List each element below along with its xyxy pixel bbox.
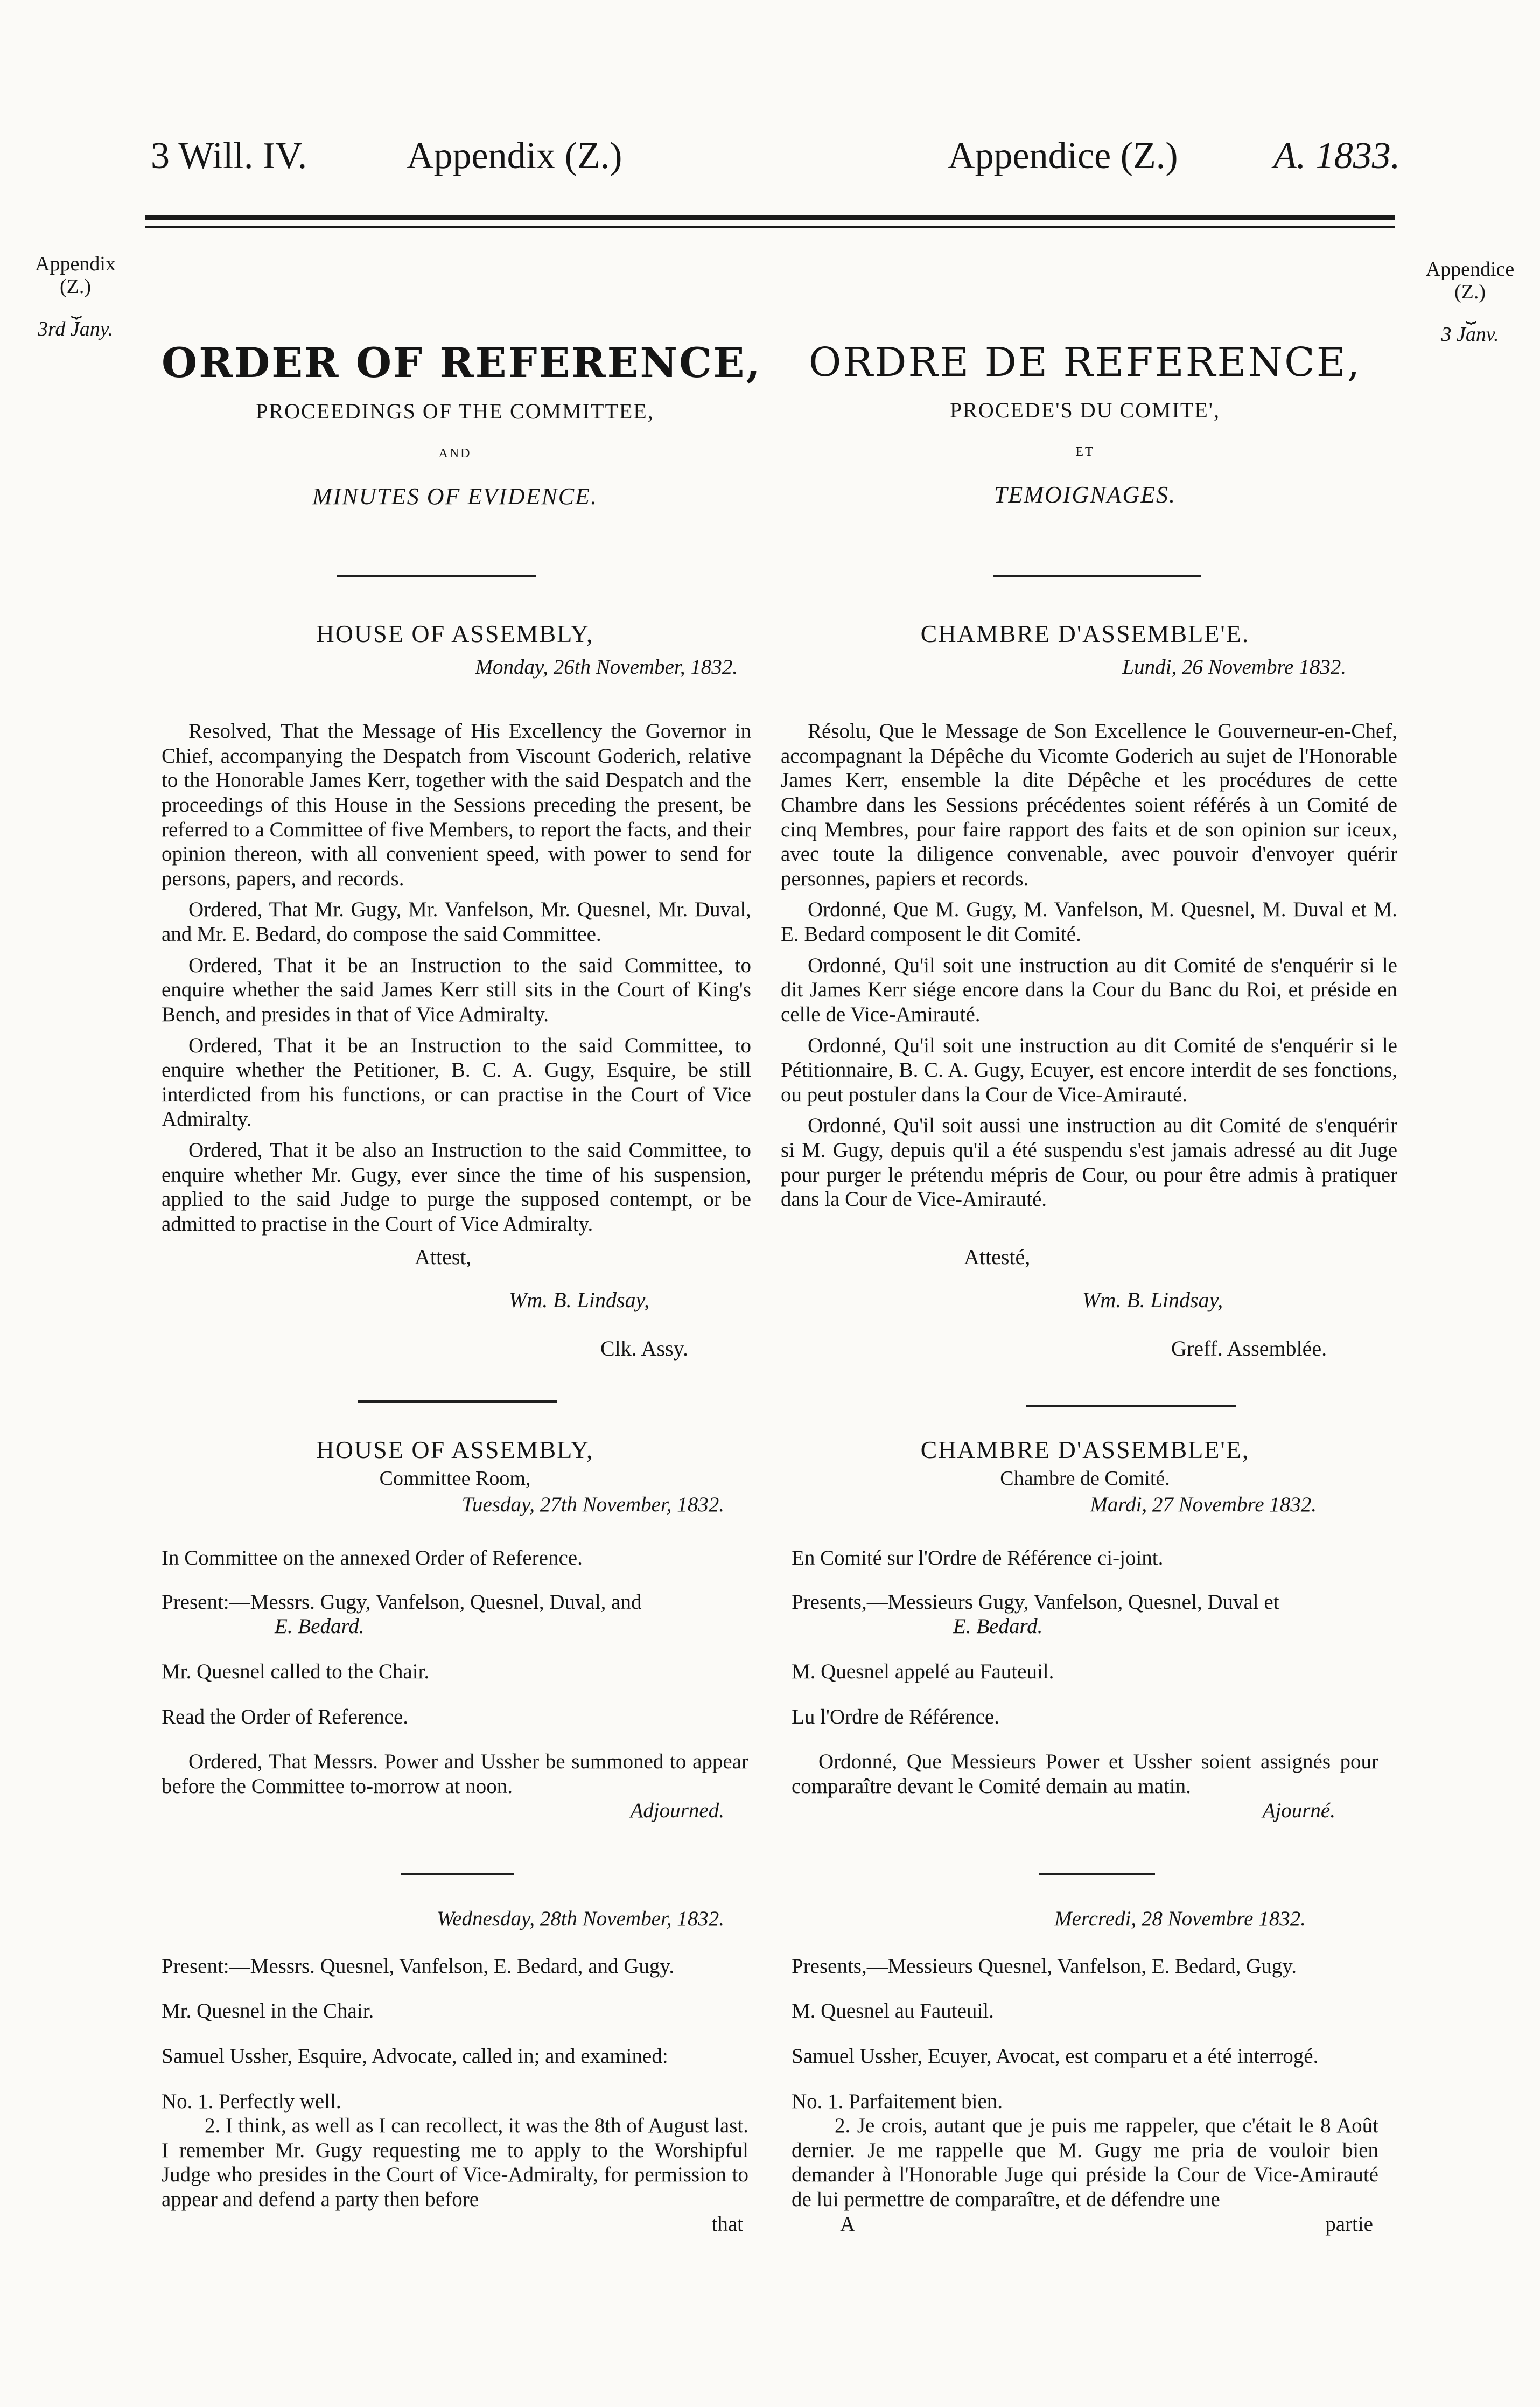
right-signer-title: Greff. Assemblée. — [1171, 1336, 1327, 1361]
right-evidence — [792, 1907, 1378, 2238]
header-left-title: Appendix (Z.) — [407, 135, 622, 177]
right-read-line: Lu l'Ordre de Référence. — [792, 1705, 999, 1728]
right-answer-1: No. 1. Parfaitement bien. — [792, 2089, 1003, 2113]
left-resolved-paragraph: Resolved, That the Message of His Excellency the Governor in Chief, accompanying the Despatch from Viscount Goderich, relative to the Honorable James Kerr, together with the said Despatch and the proceedings of this House in the Sessions preceding the present, be referred to a Committee of five Members, to report the facts, and their opinion thereon, with all convenient speed, with power to send for persons, papers, and records. — [162, 720, 751, 890]
header-rule-thin — [145, 226, 1395, 228]
margin-note-right — [1411, 259, 1529, 346]
left-committee-line: In Committee on the annexed Order of Reference. — [162, 1546, 583, 1569]
left-chair-line-2: Mr. Quesnel in the Chair. — [162, 1999, 374, 2023]
left-title: ORDER OF REFERENCE, — [162, 339, 762, 387]
left-ordered-paragraph: Ordered, That it be also an Instruction to the said Committee, to enquire whether Mr. Gugy, ever since the time of his suspension, applied to the said Judge to purge the supposed contempt, or be admitted to practise in the Court of Vice Admiralty. — [162, 1139, 751, 1236]
left-date-2: Tuesday, 27th November, 1832. — [461, 1493, 724, 1517]
right-subtitle: PROCEDE'S DU COMITE', — [950, 397, 1220, 422]
margin-left-date: 3rd Jany. — [37, 317, 113, 340]
left-orders — [162, 719, 751, 1243]
left-evidence — [162, 1907, 748, 2236]
left-present-line: Present:—Messrs. Gugy, Vanfelson, Quesnel, Duval, and — [162, 1590, 642, 1614]
left-subtitle2: MINUTES OF EVIDENCE. — [312, 483, 598, 510]
left-house-1: HOUSE OF ASSEMBLY, — [316, 620, 594, 647]
left-catchword: that — [711, 2212, 743, 2236]
right-chair-line: M. Quesnel appelé au Fauteuil. — [792, 1659, 1054, 1683]
left-summons-paragraph: Ordered, That Messrs. Power and Ussher be summoned to appear before the Committee to-morrow at noon. — [162, 1750, 748, 1798]
left-witness-line: Samuel Ussher, Esquire, Advocate, called in; and examined: — [162, 2044, 668, 2068]
left-answer-2: 2. I think, as well as I can recollect, it was the 8th of August last. I remember Mr. Gugy requesting me to apply to the Worshipful Judge who presides in the Court of Vice-Admiralty, for permission to appear and defend a party then before — [162, 2114, 748, 2211]
right-chair-line-2: M. Quesnel au Fauteuil. — [792, 1999, 994, 2023]
right-resolu-paragraph: Résolu, Que le Message de Son Excellence le Gouverneur-en-Chef, accompagnant la Dépêche du Vicomte Goderich au sujet de l'Honorable James Kerr, ensemble la dite Dépêche et les procédures de cette Chambre dans les Sessions précédentes soient référés à un Comité de cinq Membres, pour faire rapport des faits et de son opinion sur iceux, avec toute la diligence convenable, avec pouvoir d'envoyer quérir personnes, papiers et records. — [781, 720, 1397, 890]
left-title-block — [162, 339, 762, 510]
right-title-block — [792, 339, 1378, 509]
right-present-line: Presents,—Messieurs Gugy, Vanfelson, Quesnel, Duval et — [792, 1590, 1279, 1614]
right-date-1: Lundi, 26 Novembre 1832. — [1122, 655, 1346, 679]
right-signer: Wm. B. Lindsay, — [1082, 1288, 1223, 1312]
right-catchword: partie — [1325, 2212, 1373, 2236]
header-right-title: Appendice (Z.) — [948, 135, 1178, 177]
left-answer-1: No. 1. Perfectly well. — [162, 2089, 341, 2113]
left-read-line: Read the Order of Reference. — [162, 1705, 409, 1728]
left-chair-line: Mr. Quesnel called to the Chair. — [162, 1659, 430, 1683]
right-ordonne-paragraph: Ordonné, Qu'il soit aussi une instruction au dit Comité de s'enquérir si M. Gugy, depuis qu'il a été suspendu s'est jamais adressé au dit Juge pour purger le prétendu mépris de Cour, ou pour être admis à pratiquer dans la Cour de Vice-Amirauté. — [781, 1114, 1397, 1211]
left-signer: Wm. B. Lindsay, — [509, 1288, 650, 1312]
right-house-2: CHAMBRE D'ASSEMBLE'E, — [920, 1436, 1250, 1463]
right-committee-room: Chambre de Comité. — [1000, 1467, 1170, 1490]
margin-left-line1: Appendix — [35, 253, 116, 275]
margin-right-date: 3 Janv. — [1441, 323, 1499, 346]
right-ordonne-paragraph: Ordonné, Que M. Gugy, M. Vanfelson, M. Quesnel, M. Duval et M. E. Bedard composent le dit Comité. — [781, 898, 1397, 946]
right-present-line-3: Presents,—Messieurs Quesnel, Vanfelson, E. Bedard, Gugy. — [792, 1954, 1297, 1978]
right-summons-paragraph: Ordonné, Que Messieurs Power et Ussher soient assignés pour comparaître devant le Comité demain au matin. — [792, 1750, 1378, 1798]
right-resolution-block — [792, 619, 1378, 679]
left-adjourned: Adjourned. — [630, 1799, 724, 1823]
right-divider-3 — [1039, 1873, 1155, 1875]
left-divider-3 — [401, 1873, 514, 1875]
left-date-1: Monday, 26th November, 1832. — [475, 655, 738, 679]
margin-right-line2: (Z.) — [1454, 280, 1486, 303]
left-subtitle: PROCEEDINGS OF THE COMMITTEE, — [256, 399, 654, 423]
right-house-1: CHAMBRE D'ASSEMBLE'E. — [920, 620, 1250, 647]
right-attest: Attesté, — [964, 1245, 1031, 1269]
margin-left-line2: (Z.) — [59, 275, 92, 298]
left-date-3: Wednesday, 28th November, 1832. — [437, 1907, 724, 1930]
left-and: AND — [438, 446, 472, 461]
right-answer-2: 2. Je crois, autant que je puis me rappeler, que c'était le 8 Août dernier. Je me rappelle que M. Gugy me pria de vouloir bien demander à l'Honorable Juge qui préside la Cour de Vice-Amirauté de lui permettre de comparaître, et de défendre une — [792, 2114, 1378, 2211]
signature-mark: A — [840, 2212, 856, 2236]
right-date-2: Mardi, 27 Novembre 1832. — [1090, 1493, 1317, 1517]
right-committee-header — [792, 1435, 1378, 1517]
brace-icon: ⏟ — [1465, 303, 1475, 324]
left-present-line-2: E. Bedard. — [275, 1615, 365, 1638]
right-date-3: Mercredi, 28 Novembre 1832. — [1054, 1907, 1306, 1930]
left-committee-minutes — [162, 1546, 748, 1823]
right-witness-line: Samuel Ussher, Ecuyer, Avocat, est comparu et a été interrogé. — [792, 2044, 1319, 2068]
margin-note-left — [16, 253, 135, 341]
brace-icon: ⏟ — [71, 298, 80, 318]
left-present-line-3: Present:—Messrs. Quesnel, Vanfelson, E. Bedard, and Gugy. — [162, 1954, 675, 1978]
right-subtitle2: TEMOIGNAGES. — [993, 482, 1177, 508]
left-ordered-paragraph: Ordered, That it be an Instruction to the said Committee, to enquire whether the Petitioner, B. C. A. Gugy, Esquire, be still interdicted from his functions, or can practise in the Court of Vice Admiralty. — [162, 1034, 751, 1131]
left-attest: Attest, — [415, 1245, 472, 1269]
regnal-year: 3 Will. IV. — [151, 135, 307, 177]
header-rule-thick — [145, 215, 1395, 220]
left-resolution-block — [162, 619, 748, 679]
left-ordered-paragraph: Ordered, That Mr. Gugy, Mr. Vanfelson, Mr. Quesnel, Mr. Duval, and Mr. E. Bedard, do compose the said Committee. — [162, 898, 751, 946]
header-year: A. 1833. — [1273, 135, 1401, 177]
right-adjourned: Ajourné. — [1262, 1799, 1335, 1823]
right-ordonne-paragraph: Ordonné, Qu'il soit une instruction au dit Comité de s'enquérir si le dit James Kerr siége encore dans la Cour du Banc du Roi, et préside en celle de Vice-Amirauté. — [781, 953, 1397, 1026]
left-committee-room: Committee Room, — [379, 1467, 531, 1490]
right-committee-line: En Comité sur l'Ordre de Référence ci-joint. — [792, 1546, 1164, 1569]
right-committee-minutes — [792, 1546, 1378, 1823]
margin-right-line1: Appendice — [1425, 258, 1515, 281]
right-orders — [781, 719, 1397, 1218]
right-divider-1 — [993, 575, 1201, 577]
right-present-line-2: E. Bedard. — [953, 1615, 1043, 1638]
right-ordonne-paragraph: Ordonné, Qu'il soit une instruction au dit Comité de s'enquérir si le Pétitionnaire, B. C. A. Gugy, Ecuyer, est encore interdit de ses fonctions, ou peut postuler dans la Cour de Vice-Amirauté. — [781, 1034, 1397, 1106]
right-title: ORDRE DE REFERENCE, — [808, 339, 1362, 386]
left-divider-2 — [358, 1400, 557, 1403]
left-ordered-paragraph: Ordered, That it be an Instruction to the said Committee, to enquire whether the said James Kerr still sits in the Court of King's Bench, and presides in that of Vice Admiralty. — [162, 953, 751, 1026]
left-committee-header — [162, 1435, 748, 1517]
right-divider-2 — [1026, 1405, 1236, 1407]
left-signer-title: Clk. Assy. — [600, 1336, 689, 1361]
right-et: ET — [1075, 445, 1095, 459]
right-footer-line — [792, 2212, 1378, 2238]
left-house-2: HOUSE OF ASSEMBLY, — [316, 1436, 594, 1463]
left-divider-1 — [337, 575, 536, 577]
